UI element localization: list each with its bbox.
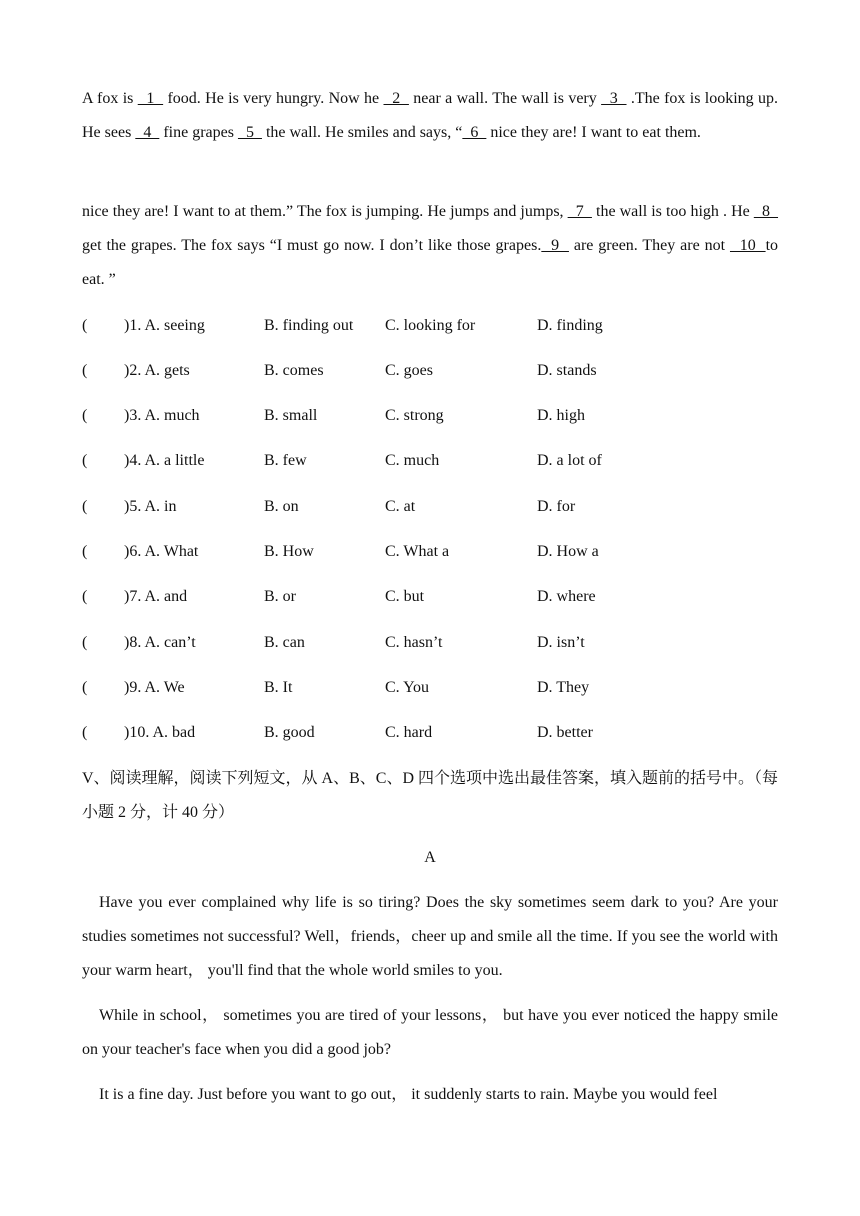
option-d: D. high <box>537 407 585 424</box>
cloze-text: fine grapes <box>159 124 238 141</box>
option-a: )6. A. What <box>124 543 199 560</box>
answer-paren: ( <box>82 588 88 605</box>
blank-7: 7 <box>567 203 592 220</box>
cloze-text: nice they are! I want to at them.” The fox is jumping. He jumps and jumps, <box>82 203 568 220</box>
option-c: C. What a <box>385 543 450 560</box>
passage-paragraph: It is a fine day. Just before you want to go out， it suddenly starts to rain. Maybe you would feel <box>99 1086 718 1103</box>
answer-paren: ( <box>82 634 88 651</box>
cloze-text: get the grapes. The fox says “I must go now. I don’t like those grapes. <box>82 237 542 254</box>
option-c: C. hard <box>385 724 433 741</box>
passage-title: A <box>424 849 436 866</box>
blank-2: 2 <box>383 90 409 107</box>
option-c: C. much <box>385 452 440 469</box>
option-a: )10. A. bad <box>124 724 196 741</box>
passage-paragraph: While in school， sometimes you are tired of your lessons， but have you ever noticed the happy smile on your teacher's face when you did a good job? <box>82 1007 778 1058</box>
option-b: B. finding out <box>264 317 354 334</box>
section-instruction: V、阅读理解，阅读下列短文，从 A、B、C、D 四个选项中选出最佳答案，填入题前的括号中。（每小题 2 分，计 40 分） <box>82 770 779 821</box>
option-c: C. goes <box>385 362 433 379</box>
blank-9: 9 <box>541 237 569 254</box>
option-d: D. better <box>537 724 593 741</box>
option-b: B. can <box>264 634 305 651</box>
option-b: B. few <box>264 452 307 469</box>
cloze-text: A fox is <box>82 90 138 107</box>
blank-4: 4 <box>135 124 160 141</box>
option-d: D. How a <box>537 543 599 560</box>
option-c: C. looking for <box>385 317 476 334</box>
cloze-text: to eat. ” <box>82 237 779 288</box>
option-b: B. small <box>264 407 318 424</box>
option-d: D. finding <box>537 317 603 334</box>
option-d: D. They <box>537 679 590 696</box>
answer-paren: ( <box>82 724 88 741</box>
answer-paren: ( <box>82 679 88 696</box>
cloze-text: the wall is too high . He <box>591 203 754 220</box>
question-row <box>82 404 778 428</box>
option-c: C. You <box>385 679 430 696</box>
question-row <box>82 676 778 700</box>
question-row <box>82 721 778 745</box>
question-row <box>82 359 778 383</box>
option-a: )5. A. in <box>124 498 177 515</box>
option-d: D. a lot of <box>537 452 602 469</box>
option-a: )9. A. We <box>124 679 185 696</box>
option-d: D. where <box>537 588 596 605</box>
answer-paren: ( <box>82 317 88 334</box>
cloze-text: nice they are! I want to eat them. <box>486 124 701 141</box>
option-a: )1. A. seeing <box>124 317 205 334</box>
cloze-text: the wall. He smiles and says, “ <box>261 124 463 141</box>
cloze-paragraph-2 <box>82 195 778 297</box>
question-row <box>82 585 778 609</box>
cloze-text: .The fox is looking up. He sees <box>82 90 779 141</box>
blank-8: 8 <box>753 203 779 220</box>
blank-3: 3 <box>601 90 627 107</box>
option-b: B. on <box>264 498 299 515</box>
option-a: )4. A. a little <box>124 452 205 469</box>
option-c: C. at <box>385 498 416 515</box>
question-row <box>82 631 778 655</box>
question-row <box>82 540 778 564</box>
blank-5: 5 <box>237 124 262 141</box>
answer-paren: ( <box>82 543 88 560</box>
option-b: B. comes <box>264 362 324 379</box>
answer-paren: ( <box>82 407 88 424</box>
option-c: C. but <box>385 588 425 605</box>
option-d: D. stands <box>537 362 597 379</box>
option-d: D. for <box>537 498 576 515</box>
option-c: C. hasn’t <box>385 634 443 651</box>
option-a: )3. A. much <box>124 407 200 424</box>
option-b: B. It <box>264 679 293 696</box>
option-b: B. good <box>264 724 315 741</box>
answer-paren: ( <box>82 362 88 379</box>
option-b: B. How <box>264 543 314 560</box>
question-row <box>82 449 778 473</box>
blank-6: 6 <box>462 124 487 141</box>
option-c: C. strong <box>385 407 444 424</box>
cloze-text: are green. They are not <box>568 237 730 254</box>
option-b: B. or <box>264 588 296 605</box>
question-row <box>82 495 778 519</box>
option-a: )8. A. can’t <box>124 634 196 651</box>
blank-1: 1 <box>137 90 164 107</box>
answer-paren: ( <box>82 452 88 469</box>
cloze-text: food. He is very hungry. Now he <box>163 90 384 107</box>
cloze-paragraph-1 <box>82 82 778 150</box>
cloze-text: near a wall. The wall is very <box>408 90 602 107</box>
answer-paren: ( <box>82 498 88 515</box>
passage-paragraph: Have you ever complained why life is so tiring? Does the sky sometimes seem dark to you? Are your studies sometimes not successful? Well，friends，cheer up and smile all the time. If you see the world with your warm heart， you'll find that the whole world smiles to you. <box>82 894 778 979</box>
option-d: D. isn’t <box>537 634 585 651</box>
option-a: )2. A. gets <box>124 362 190 379</box>
question-row <box>82 314 778 338</box>
option-a: )7. A. and <box>124 588 188 605</box>
blank-10: 10 <box>729 237 766 254</box>
